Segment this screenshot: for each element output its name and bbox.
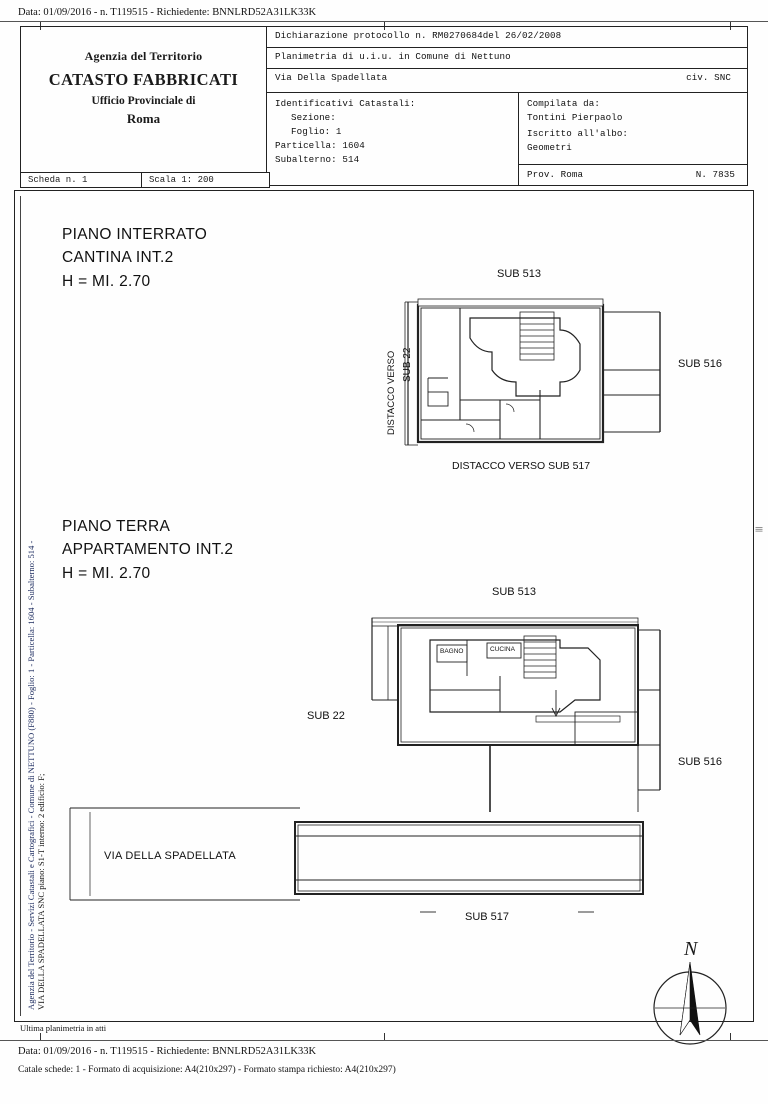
bottom-format-strip: Catale schede: 1 - Formato di acquisizione: A4(210x297) - Formato stampa richiesto: A4(210x297) xyxy=(18,1065,396,1075)
compass-rose xyxy=(654,962,726,1044)
ground-title-2: APPARTAMENTO INT.2 xyxy=(62,541,234,558)
label-room-bagno: BAGNO xyxy=(440,648,464,655)
tick-mark xyxy=(40,1033,41,1040)
agency-name: Agenzia del Territorio xyxy=(84,49,203,63)
scheda-number: Scheda n. 1 xyxy=(28,175,88,185)
label-street: VIA DELLA SPADELLATA xyxy=(104,850,236,862)
foglio-label: Foglio: 1 xyxy=(291,126,342,137)
subalterno-label: Subalterno: 514 xyxy=(275,154,360,165)
label-room-cucina: CUCINA xyxy=(490,646,515,653)
label-distacco-verso: DISTACCO VERSO xyxy=(386,350,397,435)
label-sub22-bottom: SUB 22 xyxy=(307,710,345,722)
civic-label: civ. SNC xyxy=(686,72,731,83)
ground-title-3: H = MI. 2.70 xyxy=(62,565,151,582)
basement-title-2: CANTINA INT.2 xyxy=(62,249,174,266)
compiled-title: Compilata da: xyxy=(527,98,600,109)
label-sub513-bottom: SUB 513 xyxy=(492,586,537,598)
tick-mark xyxy=(384,1033,385,1040)
planimetry-row: Planimetria di u.i.u. in Comune di Nettuno xyxy=(267,48,747,69)
number-label: N. 7835 xyxy=(695,169,735,180)
catasto-title: CATASTO FABBRICATI xyxy=(48,70,239,89)
right-edge-marker: ||| xyxy=(756,526,763,532)
declaration-row: Dichiarazione protocollo n. RM0270684del 26/02/2008 xyxy=(267,27,747,48)
bottom-note: Ultima planimetria in atti xyxy=(20,1023,107,1033)
compass-north-letter: N xyxy=(684,938,698,960)
top-request-strip: Data: 01/09/2016 - n. T119515 - Richiedente: BNNLRD52A31LK33K xyxy=(18,7,317,18)
side-text-agency: Agenzia del Territorio - Servizi Catastali e Cartografici - Comune di NETTUNO (F880) - Foglio: 1 - Particella: 1604 - Subalterno: 514 - xyxy=(26,540,36,1010)
side-text-address: VIA DELLA SPADELLATA SNC piano: S1-T interno: 2 edificio: F; xyxy=(36,773,46,1010)
label-sub516-bottom: SUB 516 xyxy=(678,756,723,768)
address-value: Via Della Spadellata xyxy=(275,72,388,83)
prov-label: Prov. Roma xyxy=(527,169,584,180)
label-distacco-517: DISTACCO VERSO SUB 517 xyxy=(452,460,591,472)
register-title: Iscritto all'albo: xyxy=(527,128,629,139)
label-sub22-top: SUB 22 xyxy=(402,347,413,382)
sezione-label: Sezione: xyxy=(291,112,336,123)
label-sub513-top: SUB 513 xyxy=(497,268,542,280)
bottom-divider xyxy=(0,1040,768,1041)
basement-title-1: PIANO INTERRATO xyxy=(62,226,208,243)
scale-label: Scala 1: 200 xyxy=(149,175,214,185)
label-sub516-top: SUB 516 xyxy=(678,358,723,370)
tick-mark xyxy=(730,1033,731,1040)
register-value: Geometri xyxy=(527,142,572,153)
bottom-request-strip: Data: 01/09/2016 - n. T119515 - Richiedente: BNNLRD52A31LK33K xyxy=(18,1046,317,1057)
office-label: Ufficio Provinciale di xyxy=(91,95,196,107)
basement-title-3: H = MI. 2.70 xyxy=(62,273,151,290)
compiled-name: Tontini Pierpaolo xyxy=(527,112,623,123)
label-sub517-bottom: SUB 517 xyxy=(465,911,510,923)
office-city: Roma xyxy=(126,111,161,126)
cadastral-title: Identificativi Catastali: xyxy=(275,98,416,109)
particella-label: Particella: 1604 xyxy=(275,140,365,151)
ground-title-1: PIANO TERRA xyxy=(62,518,171,535)
